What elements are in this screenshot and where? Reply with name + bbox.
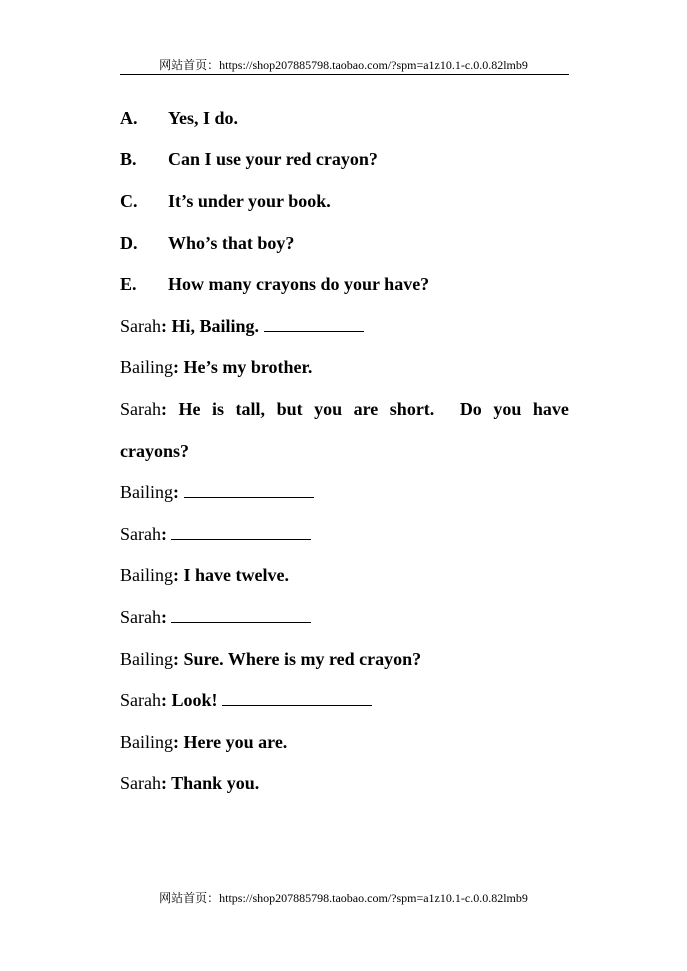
dialogue-line-9 [120,689,569,711]
speaker-colon: : [160,773,167,793]
speaker-colon: : [173,732,179,752]
speaker-name: Sarah [120,524,161,544]
speaker-name: Sarah [120,607,161,627]
utterance: Thank you. [166,773,260,793]
speaker-colon: : [160,316,167,336]
speaker-colon: : [160,399,167,419]
word: you [493,399,522,419]
speaker-name: Bailing [120,357,173,377]
word: tall, [235,399,266,419]
word: have [532,399,569,419]
speaker-colon: : [173,565,179,585]
option-text: Who’s that boy? [168,233,295,253]
utterance: crayons? [120,441,189,461]
speaker-name: Bailing [120,649,173,669]
word: is [212,399,225,419]
speaker-with-first-word [120,398,167,420]
answer-blank[interactable] [171,606,311,623]
option-letter: E. [120,274,137,294]
answer-blank[interactable] [264,315,364,332]
utterance: Here you are. [179,732,288,752]
word: He [178,399,201,419]
speaker-colon: : [160,524,167,544]
dialogue-line-4 [120,481,569,503]
answer-blank[interactable] [171,523,311,540]
dialogue-line-6 [120,564,569,586]
word: short. [389,399,435,419]
word: Do [459,399,482,419]
dialogue-line-3 [120,398,569,420]
word: are [353,399,379,419]
option-letter: B. [120,149,137,169]
speaker-colon: : [173,357,179,377]
utterance: Look! [166,690,222,710]
speaker-colon: : [173,482,179,502]
dialogue-line-10 [120,731,569,753]
speaker-colon: : [160,607,167,627]
word: but [276,399,303,419]
page-footer: 网站首页：https://shop207885798.taobao.com/?spm=a1z10.1-c.0.0.82lmb9 [159,891,528,905]
dialogue-line-7 [120,606,569,628]
dialogue-line-2 [120,356,569,378]
speaker-name: Bailing [120,732,173,752]
utterance: I have twelve. [179,565,289,585]
speaker-name: Sarah [120,690,161,710]
option-letter: D. [120,233,138,253]
option-letter: C. [120,191,138,211]
page-header: 网站首页：https://shop207885798.taobao.com/?spm=a1z10.1-c.0.0.82lmb9 [159,58,528,72]
speaker-colon: : [173,649,179,669]
answer-blank[interactable] [184,481,314,498]
speaker-name: Sarah [120,316,161,336]
option-text: Yes, I do. [168,108,239,128]
speaker-name: Sarah [120,773,161,793]
dialogue-line-8 [120,648,569,670]
option-letter: A. [120,108,138,128]
dialogue-line-11 [120,772,569,794]
utterance: Sure. Where is my red crayon? [179,649,422,669]
dialogue-line-1 [120,315,569,337]
header-rule [120,74,569,75]
dialogue-line-5 [120,523,569,545]
answer-blank[interactable] [222,689,372,706]
speaker-name: Bailing [120,565,173,585]
option-text: How many crayons do your have? [168,274,430,294]
speaker-colon: : [160,690,167,710]
dialogue-line-3-continuation [120,440,569,462]
option-text: It’s under your book. [168,191,331,211]
word: you [314,399,343,419]
speaker-name: Sarah [120,399,161,419]
speaker-name: Bailing [120,482,173,502]
utterance: Hi, Bailing. [166,316,260,336]
utterance: He’s my brother. [179,357,313,377]
option-text: Can I use your red crayon? [168,149,378,169]
